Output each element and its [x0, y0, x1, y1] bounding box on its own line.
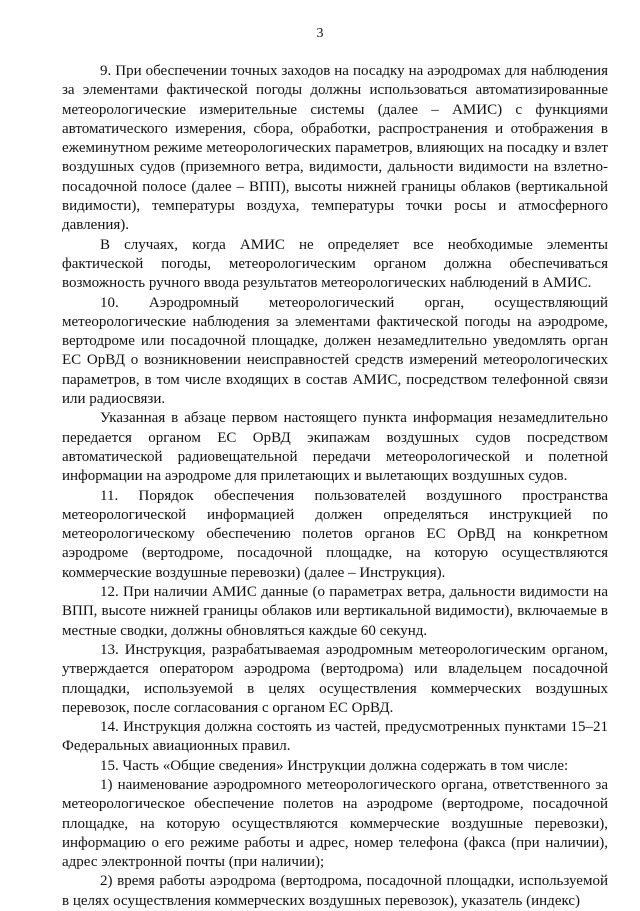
paragraph-10-note: Указанная в абзаце первом настоящего пункта информация незамедлительно передается органом ЕС ОрВД экипажам воздушных судов посредством автоматической радиовещательной передачи метеорологической и полетной информации на аэродроме для прилетающих и вылетающих воздушных судов.: [62, 410, 608, 485]
paragraph-15-item-2: 2) время работы аэродрома (вертодрома, посадочной площадки, используемой в целях осуществления коммерческих воздушных перевозок), указатель (индекс): [62, 873, 608, 909]
paragraph-13: 13. Инструкция, разрабатываемая аэродромным метеорологическим органом, утверждается оператором аэродрома (вертодрома) или владельцем посадочной площадки, используемой в целях осуществления коммерческих воздушных перевозок, после согласования с органом ЕС ОрВД.: [62, 641, 608, 716]
paragraph-10: 10. Аэродромный метеорологический орган, осуществляющий метеорологические наблюдения за элементами фактической погоды на аэродроме, вертодроме или посадочной площадке, должен незамедлительно уведомлять орган ЕС ОрВД о возникновении неисправностей средств измерений метеорологических параметров, в том числе входящих в состав АМИС, посредством телефонной связи или радиосвязи.: [62, 294, 608, 408]
page-number: 3: [316, 26, 324, 41]
paragraph-15: 15. Часть «Общие сведения» Инструкции должна содержать в том числе:: [100, 757, 569, 774]
paragraph-9-note: В случаях, когда АМИС не определяет все необходимые элементы фактической погоды, метеорологическим органом должна обеспечиваться возможность ручного ввода результатов метеорологических наблюдений в АМИС.: [62, 236, 608, 292]
paragraph-12: 12. При наличии АМИС данные (о параметрах ветра, дальности видимости на ВПП, высоте нижней границы облаков или вертикальной видимости), включаемые в местные сводки, должны обновляться каждые 60 секунд.: [62, 584, 608, 639]
paragraph-9: 9. При обеспечении точных заходов на посадку на аэродромах для наблюдения за элементами фактической погоды должны использоваться автоматизированные метеорологические измерительные системы (далее – АМИС) с функциями автоматического измерения, сбора, обработки, распространения и отображения в ежеминутном режиме метеорологических параметров, влияющих на посадку и взлет воздушных судов (приземного ветра, видимости, дальности видимости на взлетно-посадочной полосе (далее – ВПП), высоты нижней границы облаков (вертикальной видимости), температуры воздуха, температуры точки росы и атмосферного давления).: [62, 63, 608, 234]
document-body: [62, 62, 608, 911]
paragraph-11: 11. Порядок обеспечения пользователей воздушного пространства метеорологической информацией должен определяться инструкцией по метеорологическому обеспечению полетов органов ЕС ОрВД на конкретном аэродроме (вертодроме, посадочной площадке, на которую осуществляются коммерческие воздушные перевозки) (далее – Инструкция).: [62, 487, 608, 581]
paragraph-14: 14. Инструкция должна состоять из частей, предусмотренных пунктами 15–21 Федеральных авиационных правил.: [62, 719, 608, 755]
paragraph-15-item-1: 1) наименование аэродромного метеорологического органа, ответственного за метеорологическое обеспечение полетов на аэродроме (вертодроме, посадочной площадке, на которую осуществляются коммерческие воздушные перевозки), информацию о его режиме работы и адрес, номер телефона (факса (при наличии), адрес электронной почты (при наличии);: [62, 776, 608, 871]
